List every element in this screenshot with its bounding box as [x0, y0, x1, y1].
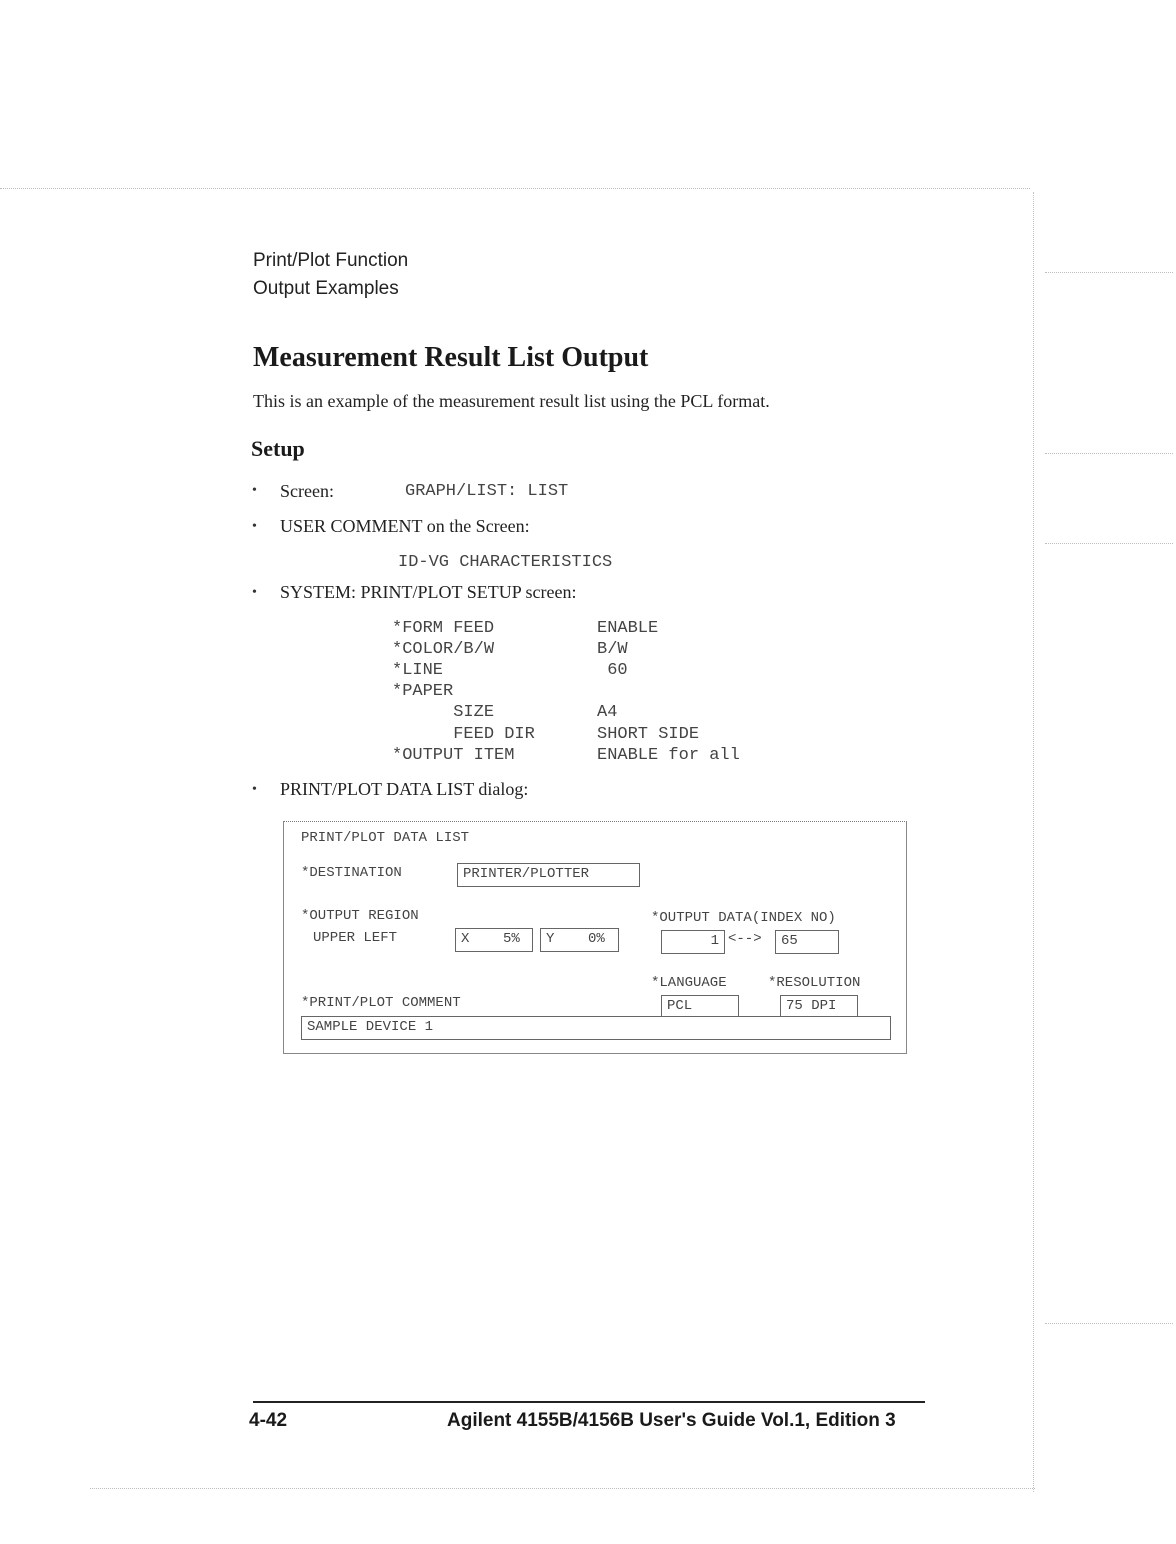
resolution-field[interactable]: 75 DPI [780, 995, 858, 1017]
bullet-icon: • [252, 585, 257, 600]
scan-mark [1045, 453, 1173, 454]
running-header-section: Output Examples [253, 278, 399, 299]
setting-name: *PAPER [392, 682, 454, 701]
user-comment-value: ID-VG CHARACTERISTICS [398, 553, 613, 572]
output-region-label: *OUTPUT REGION [301, 908, 419, 924]
scan-border-bottom [90, 1488, 1035, 1489]
setting-value: 60 [597, 661, 628, 680]
system-setup-label: SYSTEM: PRINT/PLOT SETUP screen: [280, 582, 577, 602]
print-plot-comment-field[interactable]: SAMPLE DEVICE 1 [301, 1016, 891, 1040]
scan-mark [1045, 272, 1173, 273]
user-comment-label: USER COMMENT on the Screen: [280, 516, 530, 536]
index-range-arrow: <--> [728, 931, 762, 947]
x-offset-field[interactable]: X 5% [455, 928, 533, 952]
setting-value: ENABLE [597, 619, 659, 638]
setting-name: SIZE [392, 703, 495, 722]
setting-name: FEED DIR [392, 725, 535, 744]
setting-value: SHORT SIDE [597, 725, 700, 744]
y-offset-field[interactable]: Y 0% [540, 928, 619, 952]
scan-mark [1045, 1323, 1173, 1324]
destination-field[interactable]: PRINTER/PLOTTER [457, 863, 640, 887]
setting-value: ENABLE for all [597, 746, 740, 765]
language-label: *LANGUAGE [651, 975, 727, 991]
language-field[interactable]: PCL [661, 995, 739, 1017]
setting-name: *OUTPUT ITEM [392, 746, 515, 765]
print-plot-comment-label: *PRINT/PLOT COMMENT [301, 995, 461, 1011]
book-title: Agilent 4155B/4156B User's Guide Vol.1, Edition 3 [447, 1410, 896, 1431]
screen-value: GRAPH/LIST: LIST [405, 482, 569, 501]
running-header-chapter: Print/Plot Function [253, 250, 409, 271]
bullet-icon: • [252, 782, 257, 797]
setting-name: *FORM FEED [392, 619, 495, 638]
setting-value: A4 [597, 703, 618, 722]
output-data-label: *OUTPUT DATA(INDEX NO) [651, 910, 836, 926]
scan-mark [1045, 543, 1173, 544]
resolution-label: *RESOLUTION [768, 975, 861, 991]
screen-label: Screen: [280, 481, 334, 501]
section-title: Measurement Result List Output [253, 342, 649, 373]
bullet-icon: • [252, 519, 257, 534]
scan-border-right [1033, 192, 1034, 1492]
setting-name: *LINE [392, 661, 444, 680]
setting-value: B/W [597, 640, 628, 659]
index-to-field[interactable]: 65 [775, 930, 839, 954]
dialog-label: PRINT/PLOT DATA LIST dialog: [280, 779, 529, 799]
setting-name: *COLOR/B/W [392, 640, 495, 659]
footer-rule [253, 1401, 925, 1403]
bullet-icon: • [252, 483, 257, 498]
dialog-title: PRINT/PLOT DATA LIST [301, 830, 470, 846]
index-from-field[interactable]: 1 [661, 930, 725, 954]
setup-heading: Setup [251, 436, 305, 461]
intro-paragraph: This is an example of the measurement result list using the PCL format. [253, 391, 770, 411]
page-number: 4-42 [249, 1410, 288, 1431]
scan-border-top [0, 188, 1030, 189]
upper-left-label: UPPER LEFT [313, 930, 398, 946]
print-plot-data-list-dialog [283, 821, 907, 1054]
destination-label: *DESTINATION [301, 865, 402, 881]
